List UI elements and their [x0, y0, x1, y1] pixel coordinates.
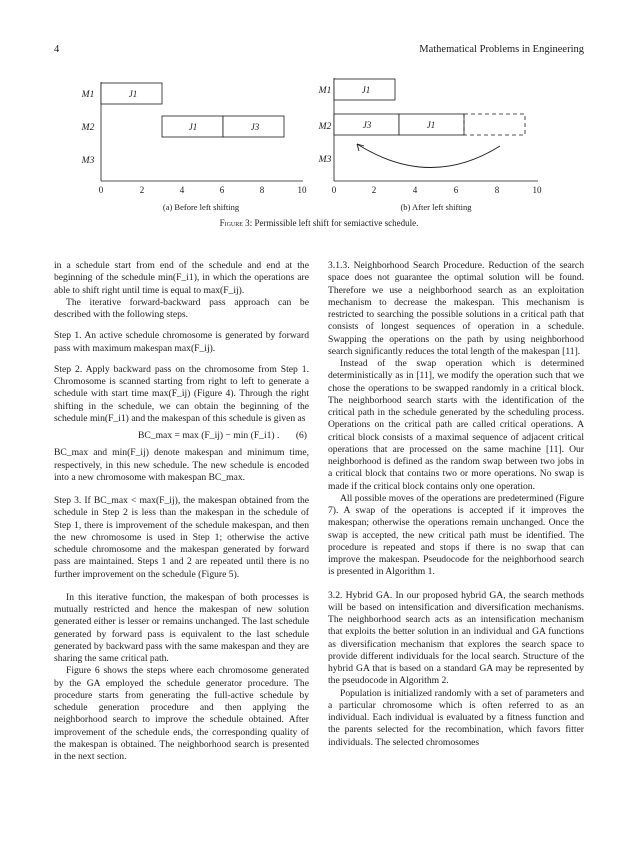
left-tick-label: 0 [98, 185, 104, 195]
right-machine-label: M1 [318, 86, 332, 96]
right-machine-label: M2 [318, 122, 332, 132]
page-number: 4 [54, 44, 60, 55]
left-job-label: J1 [188, 122, 198, 132]
paragraph: Figure 6 shows the steps where each chromosome generated by the GA employed the schedule generator procedure. The procedure starts from generating the full-active schedule by schedule generation procedure and then applying the neighborhood search to improve the schedule obtained. After improvement of the schedule ends, the corresponding quality of the makespan is obtained. The neighborhood search is presented in the next section. [54, 665, 309, 762]
right-subcaption: (b) After left shifting [400, 202, 472, 212]
right-gantt-chart [318, 78, 542, 212]
left-tick-label: 6 [219, 185, 225, 195]
left-job-label: J1 [128, 89, 138, 99]
right-job-label: J3 [362, 120, 372, 130]
right-job-label: J1 [361, 85, 371, 95]
equation-body: BC_max = max (F_ij) − min (F_i1) . [138, 430, 280, 441]
step-2: Step 2. Apply backward pass on the chromosome from Step 1. Chromosome is scanned starting from right to left to generate a schedule with start time max(F_ij) (Figure 4). Through the right shifting in the schedule, we can obtain the beginning of the schedule min(F_i1) and the makespan of this schedule is given as [54, 363, 309, 424]
paragraph: in a schedule start from end of the schedule and end at the beginning of the schedule min(F_i1), in which the operations are able to shift right until time is equal to max(F_ij). [54, 260, 309, 296]
left-gantt-chart [81, 82, 307, 212]
step-3: Step 3. If BC_max < max(F_ij), the makespan obtained from the schedule in Step 2 is less than the makespan in the schedule of Step 1, there is improvement of the schedule makespan, and then the new chromosome is used in Step 1; otherwise the active schedule chromosome and the makespan generated by forward pass are maintained. Steps 1 and 2 are repeated until there is no further improvement on the schedule (Figure 5). [54, 495, 309, 580]
step-1: Step 1. An active schedule chromosome is generated by forward pass with maximum makespan max(F_ij). [54, 330, 309, 354]
paragraph: The iterative forward-backward pass approach can be described with the following steps. [54, 296, 309, 320]
paragraph: In this iterative function, the makespan of both processes is mutually restricted and hence the makespan of new solution generated either is lesser or remains unchanged. The last schedule generated by forward pass is equivalent to the last schedule generated by backward pass with the same makespan and they are sharing the same critical path. [54, 591, 309, 664]
left-machine-label: M3 [81, 156, 95, 166]
left-column [54, 260, 309, 763]
right-job-label: J1 [426, 120, 436, 130]
left-job-label: J3 [250, 122, 260, 132]
section-3-2: 3.2. Hybrid GA. In our proposed hybrid GA, the search methods will be based on intensification and diversification mechanisms. The neighborhood search acts as an intensification mechanism that exploits the better solution in an individual and GA functions as diversification mechanism that explores the search space to provide different individuals for the local search. Structure of the hybrid GA that is based on a standard GA may be represented by the pseudocode in Algorithm 2. [328, 589, 584, 687]
left-tick-label: 8 [259, 185, 265, 195]
figure-caption [0, 218, 638, 228]
section-3-1-3: 3.1.3. Neighborhood Search Procedure. Reduction of the search space does not guarantee the optimal solution will be found. Therefore we use a neighborhood search as an exploitation mechanism to decrease the makespan. This mechanism is restricted to searching the possible solutions in a critical path that consists of longest sequences of operation in a schedule. Swapping the operations on the path by using neighborhood search significantly reduces the total length of the makespan [11]. [328, 260, 584, 357]
right-tick-label: 0 [331, 185, 337, 195]
left-subcaption: (a) Before left shifting [162, 202, 240, 212]
figure-3-svg [0, 0, 638, 240]
left-machine-label: M2 [81, 123, 95, 133]
left-tick-label: 2 [139, 185, 145, 195]
paragraph: All possible moves of the operations are predetermined (Figure 7). A swap of the operations is accepted if it improves the makespan; otherwise the operations remain unchanged. Once the swap is accepted, the new critical path must be identified. The procedure is repeated and stops if there is no swap that can improve the makespan. Pseudocode for the neighborhood search is presented in Algorithm 1. [328, 492, 584, 578]
right-tick-label: 2 [371, 185, 377, 195]
equation-number: (6) [295, 430, 307, 441]
right-machine-label: M3 [318, 155, 332, 165]
right-column [328, 260, 584, 749]
journal-title: Mathematical Problems in Engineering [419, 44, 584, 55]
right-tick-label: 4 [412, 185, 418, 195]
right-tick-label: 8 [494, 185, 500, 195]
right-tick-label: 6 [453, 185, 459, 195]
left-tick-label: 10 [297, 185, 307, 195]
figure-caption-label: Figure 3 [219, 218, 250, 228]
right-vacated-slot [464, 114, 525, 135]
right-tick-label: 10 [532, 185, 542, 195]
left-tick-label: 4 [179, 185, 185, 195]
left-shift-arrow [357, 144, 500, 168]
left-machine-label: M1 [81, 90, 95, 100]
figure-3 [0, 0, 638, 240]
paragraph: Instead of the swap operation which is determined deterministically as in [11], we modify the operation such that we chose the operations to be swapped randomly in a critical block. The neighborhood search starts with the identification of the critical path in the schedule generated by the scheduling process. Operations on the critical path are called critical operations. A critical block consists of a maximal sequence of adjacent critical operations that are processed on the same machine [11]. Our neighborhood is defined as the random swap between two jobs in a critical block that contains two or more operations. No swap is made if the critical block contains only one operation. [328, 358, 584, 492]
paragraph: Population is initialized randomly with a set of parameters and a particular chromosome which is often referred to as an individual. Each individual is evaluated by a fitness function and the parents selected for the recombination, which favors fitter individuals. The selected chromosomes [328, 687, 584, 748]
figure-caption-text: : Permissible left shift for semiactive schedule. [249, 218, 419, 228]
paragraph: BC_max and min(F_ij) denote makespan and minimum time, respectively, in this new schedule. The new schedule is encoded into a new chromosome with makespan BC_max. [54, 447, 309, 483]
equation-6 [54, 430, 309, 442]
